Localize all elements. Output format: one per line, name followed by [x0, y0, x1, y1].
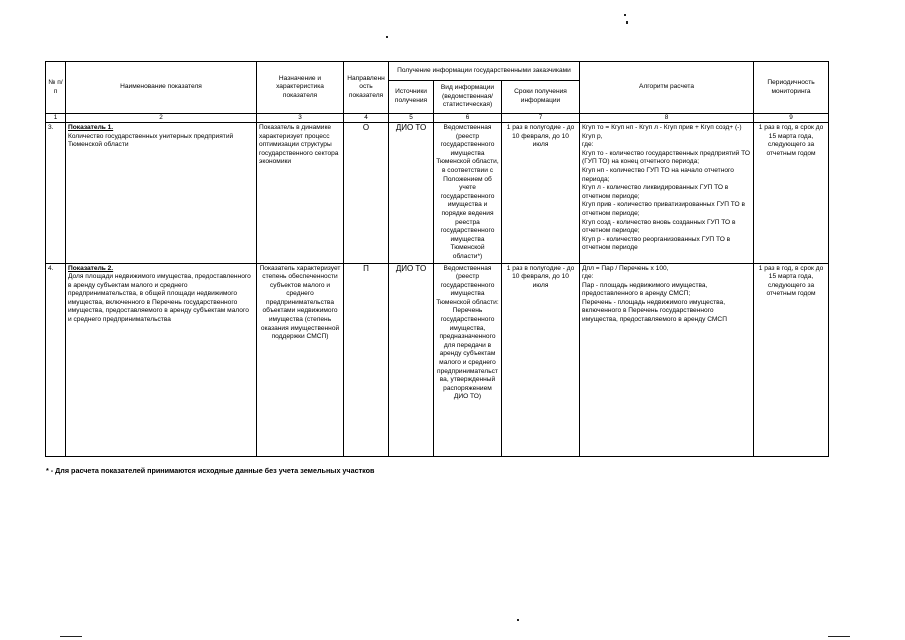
algorithm-line: Кгуп нп - количество ГУП ТО на начало отчетного периода;: [582, 166, 734, 183]
column-number: 7: [502, 114, 580, 123]
scan-edge-line: [60, 636, 82, 637]
algorithm-line: Кгуп то = Кгуп нп - Кгуп л - Кгуп прив + Кгуп созд+ (-) Кгуп р,: [582, 124, 742, 140]
purpose-cell: Показатель характеризует степень обеспеченности субъектов малого и среднего предпринимательства объектами недвижимого имущества (степень оказания имущественной поддержки СМСП): [257, 263, 344, 456]
indicator-text: Доля площади недвижимого имущества, предоставленного в аренду субъектам малого и среднего предпринимательства, в общей площади недвижимого имущества, включенного в Перечень государственного имущества, предоставляемого в аренду субъектам малого и среднего предпринимательства: [68, 273, 251, 324]
algorithm-line: Кгуп р - количество реорганизованных ГУП ТО в отчетном периоде: [582, 235, 731, 252]
header-type: Вид информации (ведомственная/статистическая): [434, 81, 502, 114]
indicator-text: Количество государственных унитерных предприятий Тюменской области: [68, 132, 234, 149]
row-num: 3.: [46, 123, 66, 264]
scan-speck: [386, 36, 388, 38]
algorithm-line: где:: [582, 273, 594, 281]
source-cell: ДИО ТО: [389, 263, 434, 456]
terms-cell: 1 раз в полугодие - до 10 февраля, до 10 июля: [502, 123, 580, 264]
column-number: 8: [580, 114, 754, 123]
column-number-row: [46, 114, 829, 123]
info-type-cell: Ведомственная (реестр государственного имущества Тюменской области, в соответствии с Положением об учете государственного имущества и порядке ведения реестра государственного имущества Тюменской области*): [434, 123, 502, 264]
algorithm-cell: [580, 123, 754, 264]
algorithm-line: Кгуп созд - количество вновь созданных ГУП ТО в отчетном периоде;: [582, 218, 736, 235]
source-cell: ДИО ТО: [389, 123, 434, 264]
algorithm-line: Кгуп л - количество ликвидированных ГУП ТО в отчетном периоде;: [582, 184, 729, 200]
header-algorithm: Алгоритм расчета: [580, 62, 754, 114]
indicator-name-cell: [66, 123, 257, 264]
footnote: * - Для расчета показателей принимаются исходные данные без учета земельных участков: [46, 466, 375, 475]
header-info-group: Получение информации государственными заказчиками: [389, 62, 580, 81]
column-number: 1: [46, 114, 66, 123]
direction-cell: П: [344, 263, 389, 456]
header-source: Источники получения: [389, 81, 434, 114]
header-periodicity: Периодичность мониторинга: [754, 62, 829, 114]
column-number: 2: [66, 114, 257, 123]
indicator-title: Показатель 2.: [68, 264, 114, 272]
header-direction: Направленность показателя: [344, 62, 389, 114]
header-terms: Сроки получения информации: [502, 81, 580, 114]
table-row: [46, 123, 829, 264]
indicators-table: [45, 61, 829, 457]
row-num: 4.: [46, 263, 66, 456]
algorithm-line: Перечень - площадь недвижимого имущества, включенного в Перечень государственного имущества, предоставляемого в аренду СМСП: [582, 298, 727, 324]
scan-speck: [517, 619, 519, 621]
header-row: [46, 62, 829, 81]
terms-cell: 1 раз в полугодие - до 10 февраля, до 10 июля: [502, 263, 580, 456]
table-row: [46, 263, 829, 456]
algorithm-line: Пар - площадь недвижимого имущества, предоставленного в аренду СМСП;: [582, 281, 708, 298]
header-num: № п/п: [46, 62, 66, 114]
direction-cell: О: [344, 123, 389, 264]
column-number: 9: [754, 114, 829, 123]
algorithm-line: Кгуп прив - количество приватизированных ГУП ТО в отчетном периоде;: [582, 201, 746, 217]
info-type-cell: Ведомственная (реестр государственного имущества Тюменской области: Перечень государственного имущества, предназначенного для передачи в аренду субъектам малого и среднего предпринимательства, утвержденный распоряжением ДИО ТО): [434, 263, 502, 456]
column-number: 6: [434, 114, 502, 123]
column-number: 4: [344, 114, 389, 123]
indicator-title: Показатель 1.: [68, 124, 114, 131]
scan-speck: [626, 21, 628, 24]
algorithm-cell: [580, 263, 754, 456]
algorithm-line: Дпл = Пар / Перечень х 100,: [582, 264, 669, 272]
column-number: 5: [389, 114, 434, 123]
algorithm-line: где:: [582, 141, 594, 149]
periodicity-cell: 1 раз в год, в срок до 15 марта года, следующего за отчетным годом: [754, 123, 829, 264]
periodicity-cell: 1 раз в год, в срок до 15 марта года, следующего за отчетным годом: [754, 263, 829, 456]
header-purpose: Назначение и характеристика показателя: [257, 62, 344, 114]
scan-edge-line: [828, 636, 850, 637]
algorithm-line: Кгуп то - количество государственных предприятий ТО (ГУП ТО) на конец отчетного периода;: [582, 149, 751, 166]
column-number: 3: [257, 114, 344, 123]
header-name: Наименование показателя: [66, 62, 257, 114]
purpose-cell: Показатель в динамике характеризует процесс оптимизации структуры государственного сектора экономики: [257, 123, 344, 264]
scan-speck: [624, 14, 626, 16]
indicator-name-cell: [66, 263, 257, 456]
